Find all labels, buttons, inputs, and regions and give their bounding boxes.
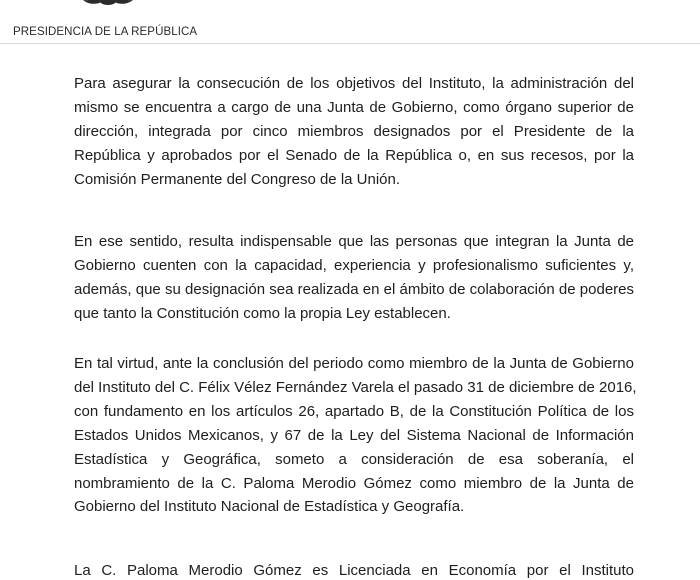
text-line: Para asegurar la consecución de los objetivos del Instituto, la administración del xyxy=(74,75,634,92)
header-title: PRESIDENCIA DE LA REPÚBLICA xyxy=(13,26,198,38)
paragraph xyxy=(74,352,637,519)
text-line: con fundamento en los artículos 26, apartado B, de la Constitución Política de los xyxy=(74,402,634,420)
text-line: nombramiento de la C. Paloma Merodio Gómez como miembro de la Junta de xyxy=(74,474,634,492)
header-divider xyxy=(0,43,700,44)
paragraph xyxy=(74,72,634,192)
text-line: que tanto la Constitución como la propia Ley establecen. xyxy=(74,304,451,322)
text-line: Gobierno cuenten con la capacidad, experiencia y profesionalismo suficientes y, xyxy=(74,256,634,274)
national-seal-icon xyxy=(78,0,138,8)
text-line: Gobierno del Instituto Nacional de Estadística y Geografía. xyxy=(74,498,465,516)
text-line: mismo se encuentra a cargo de una Junta de Gobierno, como órgano superior de xyxy=(74,98,634,116)
text-line: La C. Paloma Merodio Gómez es Licenciada en Economía por el Instituto xyxy=(74,562,634,579)
text-line: En tal virtud, ante la conclusión del periodo como miembro de la Junta de Gobierno xyxy=(74,355,634,372)
text-line: En ese sentido, resulta indispensable que las personas que integran la Junta de xyxy=(74,233,634,250)
text-line: Estadística y Geográfica, someto a consideración de esa soberanía, el xyxy=(74,450,634,468)
text-line: del Instituto del C. Félix Vélez Fernández Varela el pasado 31 de diciembre de 2016, xyxy=(74,378,637,396)
text-line: además, que su designación sea realizada en el ámbito de colaboración de poderes xyxy=(74,280,634,298)
text-line: Estados Unidos Mexicanos, y 67 de la Ley del Sistema Nacional de Información xyxy=(74,426,634,444)
text-line: República y aprobados por el Senado de la República o, en sus recesos, por la xyxy=(74,146,634,164)
paragraph xyxy=(74,230,634,326)
text-line: dirección, integrada por cinco miembros designados por el Presidente de la xyxy=(74,122,634,140)
text-line: Comisión Permanente del Congreso de la Unión. xyxy=(74,170,401,188)
paragraph xyxy=(74,559,634,580)
